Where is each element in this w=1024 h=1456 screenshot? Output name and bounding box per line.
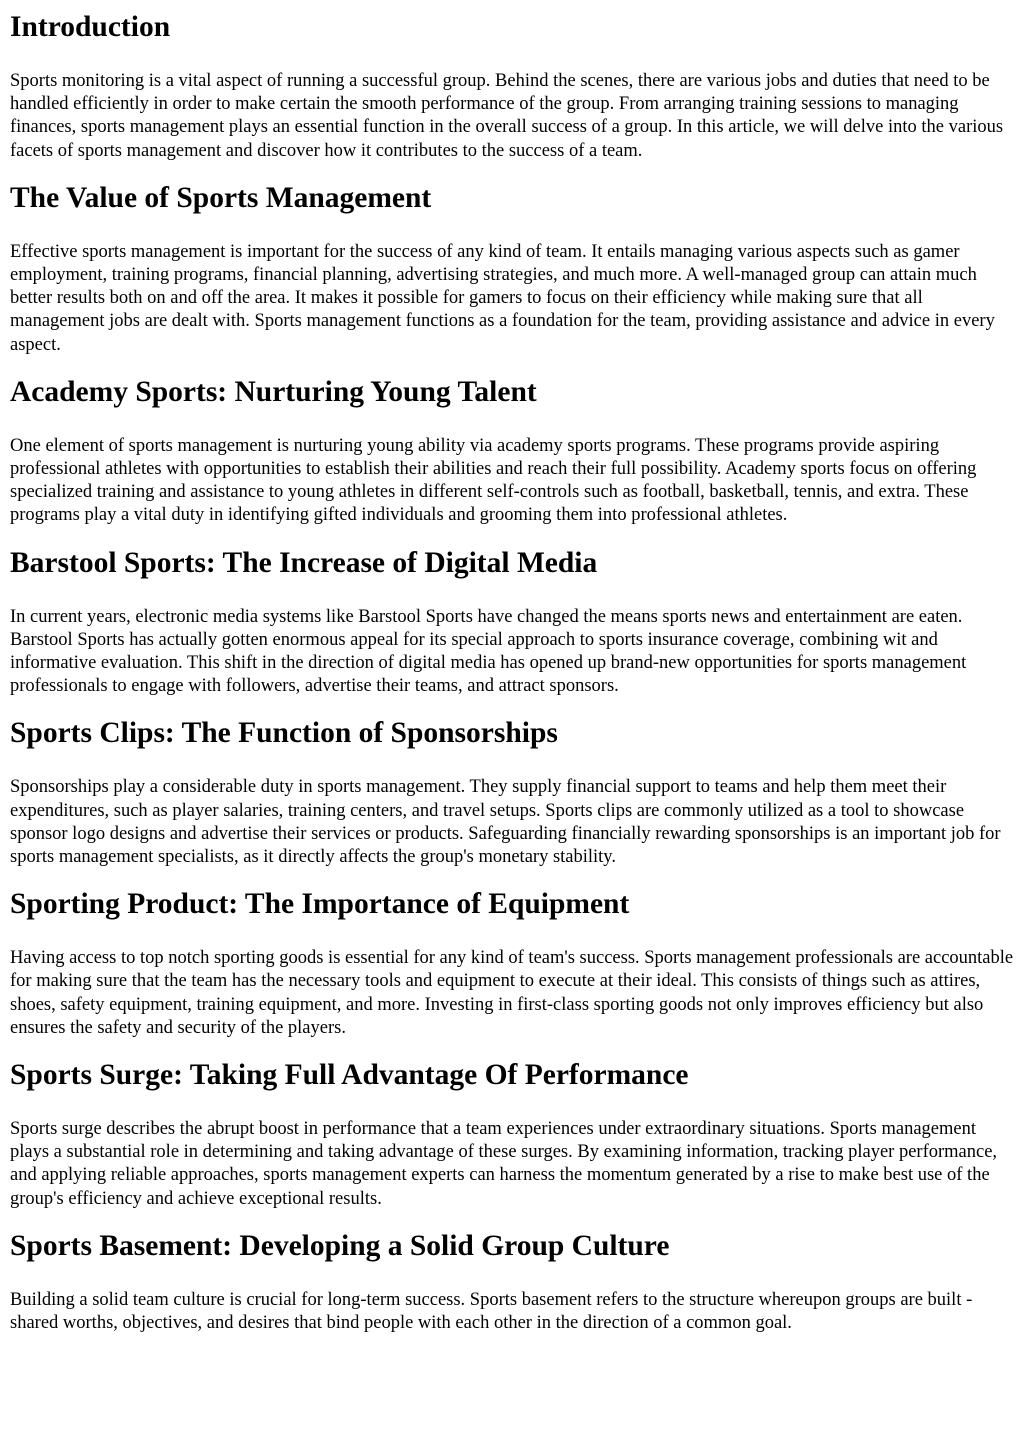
section-academy-sports [10,375,1014,528]
section-body: Sponsorships play a considerable duty in sports management. They supply financial support to teams and help them meet their expenditures, such as player salaries, training centers, and travel setups. Sports clips are commonly utilized as a tool to showcase sponsor logo designs and advertise their services or products. Safeguarding financially rewarding sponsorships is an important job for sports management specialists, as it directly affects the group's monetary stability. [10,777,1001,868]
section-heading: Sporting Product: The Importance of Equipment [10,888,630,921]
section-heading: Sports Surge: Taking Full Advantage Of Performance [10,1059,689,1092]
section-heading: Introduction [10,11,171,43]
section-value-of-sports-management [10,181,1014,357]
section-body: In current years, electronic media systems like Barstool Sports have changed the means sports news and entertainment are eaten. Barstool Sports has actually gotten enormous appeal for its special approach to sports insurance coverage, combining wit and informative evaluation. This shift in the direction of digital media has opened up brand-new opportunities for sports management professionals to engage with followers, advertise their teams, and attract sponsors. [10,606,967,697]
section-body: Having access to top notch sporting goods is essential for any kind of team's success. Sports management professionals are accountable for making sure that the team has the necessary tools and equipment to execute at their ideal. This consists of things such as attires, shoes, safety equipment, training equipment, and more. Investing in first-class sporting goods not only improves efficiency but also ensures the safety and security of the players. [10,948,1014,1038]
section-heading: Sports Clips: The Function of Sponsorships [10,717,558,750]
section-heading: Sports Basement: Developing a Solid Group Culture [10,1229,670,1262]
section-sports-basement [10,1229,1014,1335]
section-sports-clips [10,716,1014,869]
section-sports-surge [10,1058,1014,1211]
section-heading: The Value of Sports Management [10,181,432,214]
section-sporting-product [10,887,1014,1040]
article [0,10,1024,1335]
section-body: Building a solid team culture is crucial for long-term success. Sports basement refers to the structure whereupon groups are built - shared worths, objectives, and desires that bind people with each other in the direction of a common goal. [10,1289,973,1334]
section-body: Sports surge describes the abrupt boost in performance that a team experiences under extraordinary situations. Sports management plays a substantial role in determining and taking advantage of these surges. By examining information, tracking player performance, and applying reliable approaches, sports management experts can harness the momentum generated by a rise to make best use of the group's efficiency and achieve exceptional results. [10,1119,998,1209]
section-body: Effective sports management is important for the success of any kind of team. It entails managing various aspects such as gamer employment, training programs, financial planning, advertising strategies, and much more. A well-managed group can attain much better results both on and off the area. It makes it possible for gamers to focus on their efficiency while making sure that all management jobs are dealt with. Sports management functions as a foundation for the team, providing assistance and advice in every aspect. [10,241,995,355]
section-barstool-sports [10,546,1014,699]
section-heading: Barstool Sports: The Increase of Digital Media [10,546,598,579]
section-heading: Academy Sports: Nurturing Young Talent [10,375,537,408]
section-body: Sports monitoring is a vital aspect of running a successful group. Behind the scenes, there are various jobs and duties that need to be handled efficiently in order to make certain the smooth performance of the group. From arranging training sessions to managing finances, sports management plays an essential function in the overall success of a group. In this article, we will delve into the various facets of sports management and discover how it contributes to the success of a team. [10,71,1004,161]
section-introduction [10,10,1014,163]
section-body: One element of sports management is nurturing young ability via academy sports programs. These programs provide aspiring professional athletes with opportunities to establish their abilities and reach their full possibility. Academy sports focus on offering specialized training and assistance to young athletes in different self-controls such as football, basketball, tennis, and extra. These programs play a vital duty in identifying gifted individuals and grooming them into professional athletes. [10,435,977,526]
